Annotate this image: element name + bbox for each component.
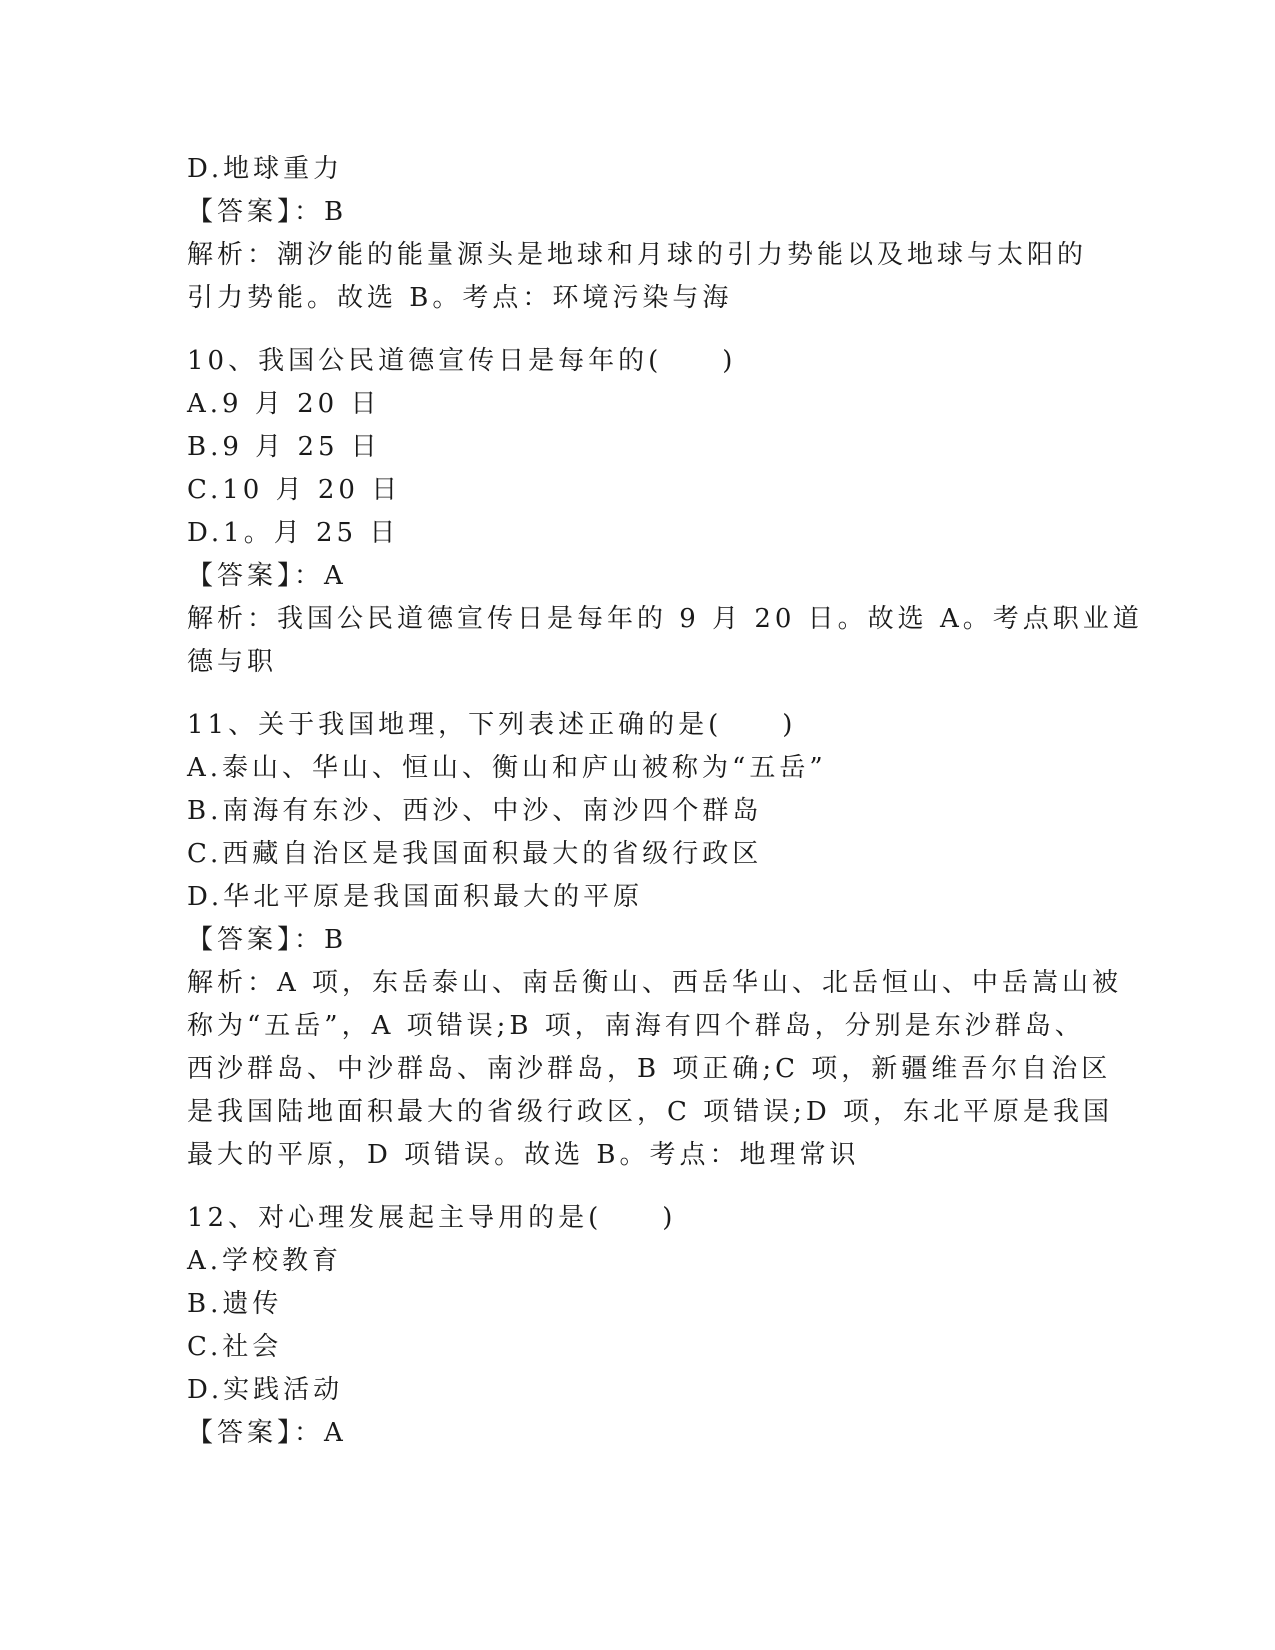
option-d: D.华北平原是我国面积最大的平原 bbox=[187, 882, 644, 912]
answer-line: 【答案】：B bbox=[187, 197, 348, 227]
explanation-line: 引力势能。故选 B。考点：环境污染与海 bbox=[187, 283, 733, 313]
option-d: D.实践活动 bbox=[187, 1375, 344, 1405]
option-c: C.西藏自治区是我国面积最大的省级行政区 bbox=[187, 839, 763, 869]
option-b: B.遗传 bbox=[187, 1289, 283, 1319]
explanation-line: 是我国陆地面积最大的省级行政区，C 项错误;D 项，东北平原是我国 bbox=[187, 1097, 1114, 1127]
option-a: A.学校教育 bbox=[187, 1246, 343, 1276]
option-b: B.9 月 25 日 bbox=[187, 432, 381, 462]
explanation-line: 称为“五岳”，A 项错误;B 项，南海有四个群岛，分别是东沙群岛、 bbox=[187, 1011, 1085, 1041]
option-d: D.1。月 25 日 bbox=[187, 518, 400, 548]
option-d: D.地球重力 bbox=[187, 154, 344, 184]
option-c: C.社会 bbox=[187, 1332, 283, 1362]
explanation-line: 解析：A 项，东岳泰山、南岳衡山、西岳华山、北岳恒山、中岳嵩山被 bbox=[187, 968, 1123, 998]
option-a: A.泰山、华山、恒山、衡山和庐山被称为“五岳” bbox=[187, 753, 827, 783]
question-12 bbox=[187, 1197, 1087, 1455]
question-11 bbox=[187, 704, 1123, 1177]
explanation-line: 西沙群岛、中沙群岛、南沙群岛，B 项正确;C 项，新疆维吾尔自治区 bbox=[187, 1054, 1112, 1084]
question-stem: 11、关于我国地理，下列表述正确的是( ) bbox=[187, 710, 797, 740]
answer-line: 【答案】：A bbox=[187, 561, 347, 591]
option-c: C.10 月 20 日 bbox=[187, 475, 402, 505]
explanation-line: 最大的平原，D 项错误。故选 B。考点：地理常识 bbox=[187, 1140, 860, 1170]
option-b: B.南海有东沙、西沙、中沙、南沙四个群岛 bbox=[187, 796, 763, 826]
document-page bbox=[187, 148, 1143, 1455]
answer-line: 【答案】：A bbox=[187, 1418, 347, 1448]
question-10 bbox=[187, 340, 1143, 684]
option-a: A.9 月 20 日 bbox=[187, 389, 381, 419]
previous-question-tail bbox=[187, 148, 1087, 320]
explanation-line: 解析：我国公民道德宣传日是每年的 9 月 20 日。故选 A。考点职业道 bbox=[187, 604, 1143, 634]
question-stem: 12、对心理发展起主导用的是( ) bbox=[187, 1203, 677, 1233]
answer-line: 【答案】：B bbox=[187, 925, 348, 955]
explanation-line: 解析：潮汐能的能量源头是地球和月球的引力势能以及地球与太阳的 bbox=[187, 240, 1088, 270]
question-stem: 10、我国公民道德宣传日是每年的( ) bbox=[187, 346, 737, 376]
explanation-line: 德与职 bbox=[187, 647, 278, 677]
